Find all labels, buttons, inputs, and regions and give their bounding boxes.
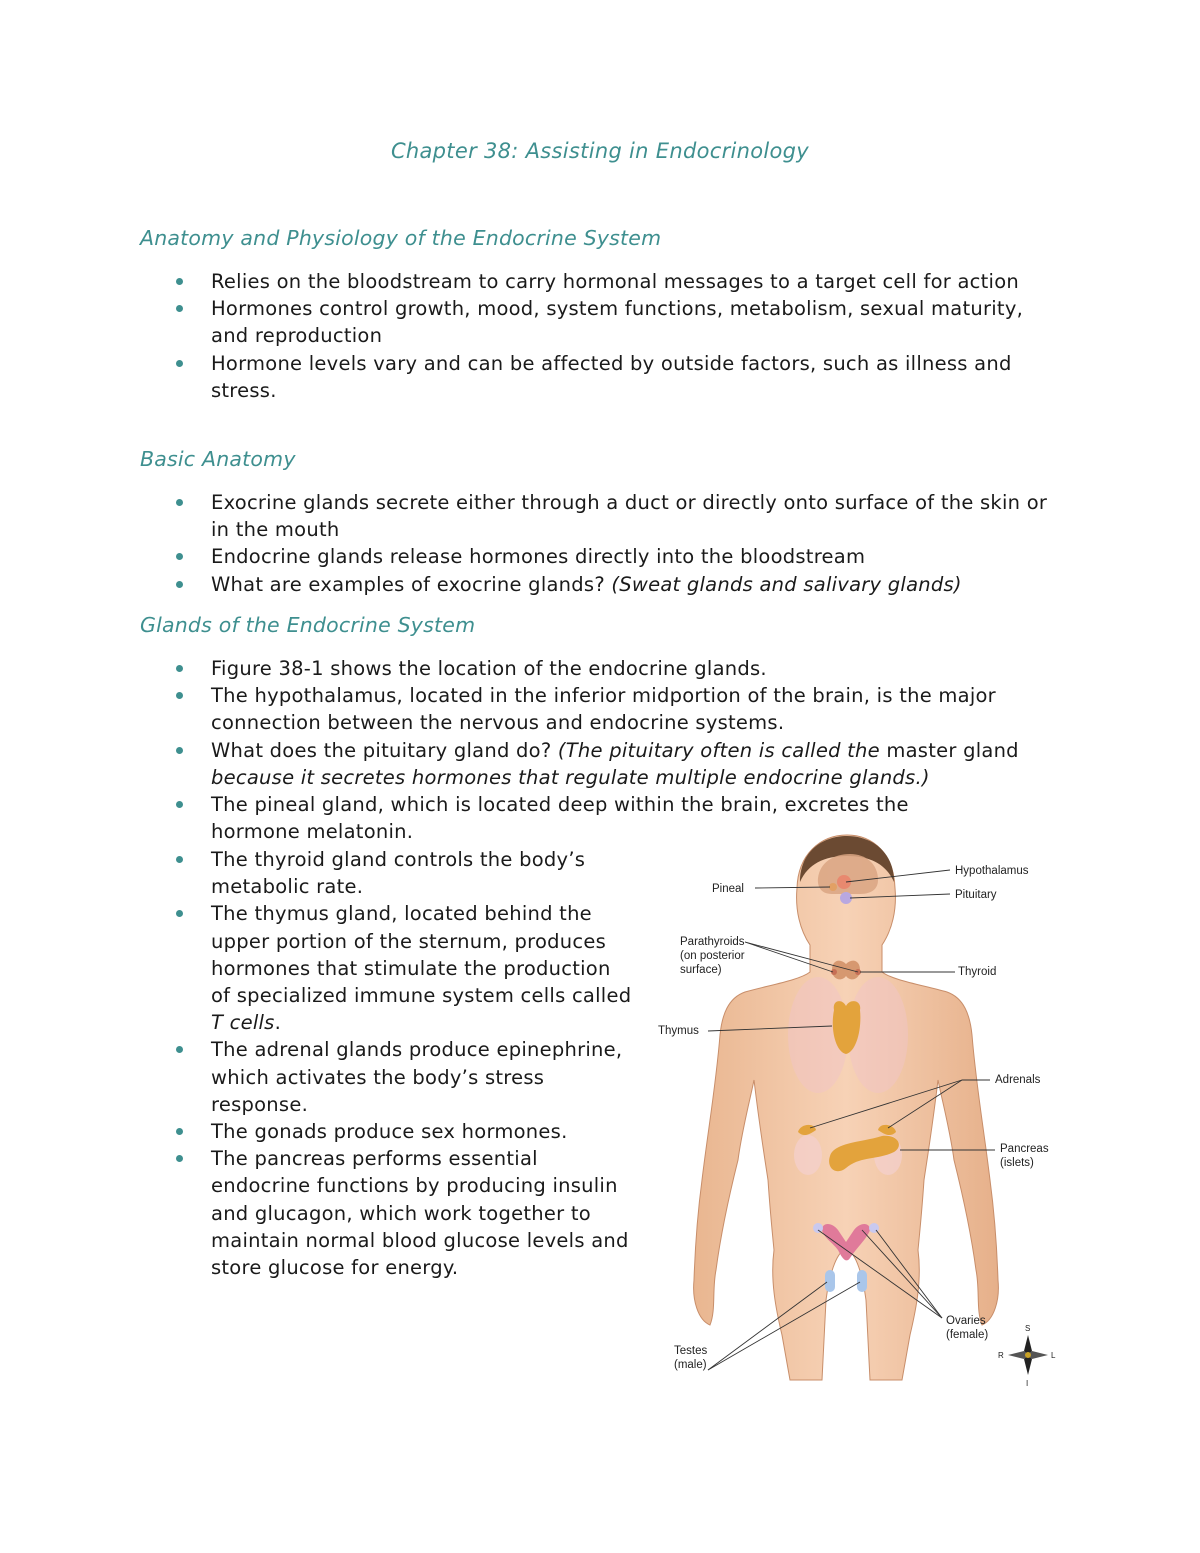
compass-r: R <box>998 1351 1004 1360</box>
label-hypothalamus: Hypothalamus <box>955 865 1029 877</box>
list-item: Endocrine glands release hormones directly into the bloodstream <box>175 543 1065 570</box>
section-heading-basic-anatomy: Basic Anatomy <box>140 447 296 471</box>
label-thymus: Thymus <box>658 1025 699 1037</box>
list-item <box>175 737 1065 791</box>
pituitary-answer-part3: because it secretes hormones that regulate multiple endocrine glands.) <box>211 765 930 789</box>
list-item: Relies on the bloodstream to carry hormonal messages to a target cell for action <box>175 268 1065 295</box>
label-parathyroids-line3: surface) <box>680 964 722 976</box>
label-adrenals: Adrenals <box>995 1074 1041 1086</box>
testis-right <box>825 1270 835 1292</box>
testis-left <box>857 1270 867 1292</box>
pituitary-question: What does the pituitary gland do? <box>211 738 558 762</box>
label-pancreas: Pancreas <box>1000 1143 1049 1155</box>
list-item: The pineal gland, which is located deep within the brain, excretes the hormone melatonin. <box>175 791 985 845</box>
label-thyroid: Thyroid <box>958 966 997 978</box>
compass-rose-icon <box>998 1324 1056 1388</box>
list-item: Figure 38-1 shows the location of the endocrine glands. <box>175 655 1065 682</box>
list-item: The pancreas performs essential endocrine functions by producing insulin and glucagon, which work together to maintain normal blood glucose levels and store glucose for energy. <box>175 1145 635 1281</box>
thymus-text: The thymus gland, located behind the upper portion of the sternum, produces hormones that stimulate the production of specialized immune system cells called <box>211 902 632 1008</box>
label-testes: Testes <box>674 1345 708 1357</box>
compass-i: I <box>1026 1379 1029 1388</box>
bullet-list-basic-anatomy <box>175 489 1065 598</box>
pituitary-answer-part1: (The pituitary often is called the <box>557 738 887 762</box>
label-ovaries: Ovaries <box>946 1315 986 1327</box>
pituitary-answer-master-gland: master gland <box>886 738 1019 762</box>
bullet-list-glands-top <box>175 655 1065 791</box>
list-item: The thyroid gland controls the body’s metabolic rate. <box>175 846 635 900</box>
compass-s: S <box>1025 1324 1031 1333</box>
list-item: The hypothalamus, located in the inferior midportion of the brain, is the major connection between the nervous and endocrine systems. <box>175 682 1065 736</box>
list-item <box>175 900 635 1036</box>
list-item: Exocrine glands secrete either through a duct or directly onto surface of the skin or in the mouth <box>175 489 1065 543</box>
list-item: Hormone levels vary and can be affected by outside factors, such as illness and stress. <box>175 350 1065 404</box>
label-parathyroids: Parathyroids <box>680 936 745 948</box>
endocrine-glands-figure <box>650 830 1070 1395</box>
label-pituitary: Pituitary <box>955 889 997 901</box>
pineal-gland <box>829 883 837 891</box>
section-heading-glands: Glands of the Endocrine System <box>140 613 476 637</box>
section-heading-anatomy-physiology: Anatomy and Physiology of the Endocrine System <box>140 226 662 250</box>
thymus-period: . <box>274 1011 282 1035</box>
page-title: Chapter 38: Assisting in Endocrinology <box>390 139 810 163</box>
t-cells-term: T cells <box>211 1011 275 1035</box>
bullet-list-anatomy-physiology <box>175 268 1065 404</box>
list-item: The gonads produce sex hormones. <box>175 1118 635 1145</box>
list-item: Hormones control growth, mood, system functions, metabolism, sexual maturity, and reproduction <box>175 295 1065 349</box>
label-testes-line2: (male) <box>674 1359 707 1371</box>
human-body-illustration <box>694 835 999 1380</box>
list-item: The adrenal glands produce epinephrine, which activates the body’s stress response. <box>175 1036 635 1118</box>
label-ovaries-line2: (female) <box>946 1329 989 1341</box>
compass-l: L <box>1051 1351 1056 1360</box>
label-pancreas-line2: (islets) <box>1000 1157 1034 1169</box>
list-item <box>175 571 1065 598</box>
label-parathyroids-line2: (on posterior <box>680 950 745 962</box>
label-pineal: Pineal <box>712 883 744 895</box>
answer-text: (Sweat glands and salivary glands) <box>611 572 962 596</box>
bullet-list-glands-left <box>175 846 635 1281</box>
question-text: What are examples of exocrine glands? <box>211 572 612 596</box>
